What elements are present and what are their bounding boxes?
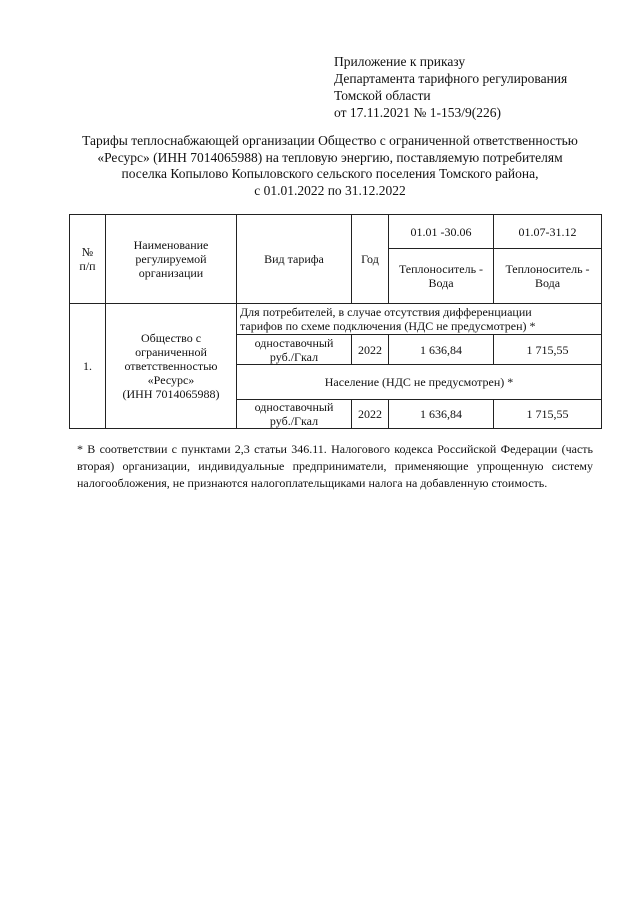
footnote: * В соответствии с пунктами 2,3 статьи 346.11. Налогового кодекса Российской Федерации (часть вторая) организации, индивидуальные предприниматели, применяющие упрощенную систему налогообложения, не признаются налогоплательщиками налога на добавленную стоимость.: [77, 442, 593, 490]
header-carrier-line: Вода: [534, 276, 561, 290]
document-title: [60, 133, 600, 199]
header-period-1: 01.01 -30.06: [389, 215, 494, 249]
row-org-line: «Ресурс»: [147, 373, 195, 387]
header-number-line: п/п: [79, 259, 96, 273]
title-line: с 01.01.2022 по 31.12.2022: [254, 182, 406, 198]
appendix-line: Томской области: [334, 88, 431, 103]
appendix-line: от 17.11.2021 № 1-153/9(226): [334, 105, 501, 120]
title-line: Тарифы теплоснабжающей организации Общество с ограниченной ответственностью: [82, 133, 578, 148]
population-group-cell: Население (НДС не предусмотрен) *: [237, 365, 602, 400]
year-cell: 2022: [352, 335, 389, 365]
tariff-type-line: одноставочный: [254, 400, 334, 414]
row-org-line: ответственностью: [124, 359, 218, 373]
tariff-type-line: одноставочный: [254, 335, 334, 350]
appendix-block: [334, 53, 567, 121]
row-organization: [106, 304, 237, 429]
header-number: [70, 215, 106, 304]
tariff-type-cell: [237, 400, 352, 429]
tariff-table: [69, 214, 602, 429]
header-carrier-1: [389, 249, 494, 304]
header-carrier-line: Вода: [428, 276, 454, 290]
header-organization: [106, 215, 237, 304]
tariff-type-line: руб./Гкал: [269, 414, 319, 428]
title-line: «Ресурс» (ИНН 7014065988) на тепловую энергию, поставляемую потребителям: [97, 149, 563, 165]
header-period-2: 01.07-31.12: [494, 215, 602, 249]
tariff-type-cell: [237, 335, 352, 365]
tariff-type-line: руб./Гкал: [269, 349, 319, 364]
header-number-line: №: [81, 245, 94, 259]
consumer-group-cell: [237, 304, 602, 335]
year-cell: 2022: [352, 400, 389, 429]
header-tariff-type: Вид тарифа: [237, 215, 352, 304]
header-org-line: регулируемой: [135, 252, 207, 266]
header-carrier-2: [494, 249, 602, 304]
tariff-value-cell: 1 715,55: [494, 335, 602, 365]
header-row: [70, 215, 602, 249]
appendix-line: Департамента тарифного регулирования: [334, 71, 568, 86]
header-carrier-line: Теплоноситель -: [505, 262, 590, 276]
tariff-value-cell: 1 715,55: [494, 400, 602, 429]
header-org-line: Наименование: [133, 238, 209, 252]
row-org-line: Общество с: [140, 331, 202, 345]
header-carrier-line: Теплоноситель -: [398, 262, 484, 276]
table-row: [70, 304, 602, 335]
row-org-line: (ИНН 7014065988): [122, 387, 220, 401]
appendix-line: Приложение к приказу: [334, 54, 466, 69]
row-number: 1.: [70, 304, 106, 429]
header-org-line: организации: [138, 266, 204, 280]
consumer-group-line: тарифов по схеме подключения (НДС не предусмотрен) *: [240, 319, 536, 333]
title-line: поселка Копылово Копыловского сельского поселения Томского района,: [121, 166, 539, 181]
consumer-group-line: Для потребителей, в случае отсутствия дифференциации: [240, 305, 532, 319]
tariff-value-cell: 1 636,84: [389, 400, 494, 429]
row-org-line: ограниченной: [135, 345, 207, 359]
header-year: Год: [352, 215, 389, 304]
tariff-value-cell: 1 636,84: [389, 335, 494, 365]
